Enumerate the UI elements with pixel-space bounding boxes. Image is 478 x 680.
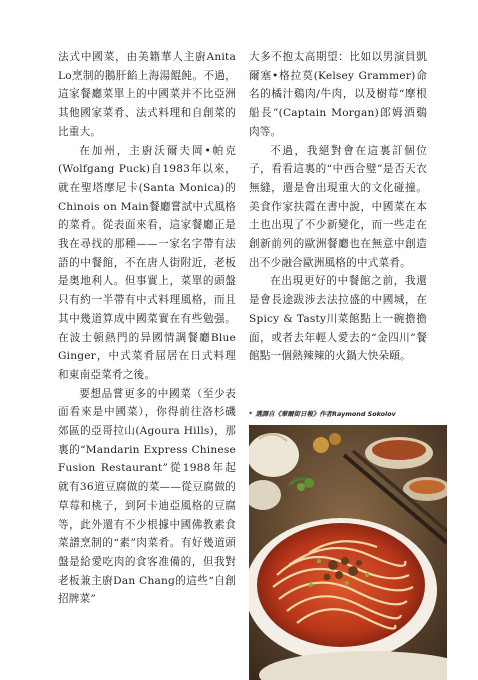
- article-paragraph: 在加州，主廚沃爾夫岡•帕克(Wolfgang Puck)自1983年以來，就在聖塔摩尼卡(Santa Monica)的Chinois on Main餐廳嘗試中式風格的菜肴。從表面來看，這家餐廳正是我在尋找的那種——一家名字帶有法語的中餐館，不在唐人街附近，老板是奥地利人。但事實上，菜單的頭盤只有約一半帶有中式料理風格，而且其中幾道算成中國菜實在有些勉强。在波士頓熱門的异國情調餐廳Blue Ginger，中式菜肴屈居在日式料理和東南亞菜肴之後。: [58, 144, 236, 381]
- article-paragraph: 在出現更好的中餐館之前，我還是會長途跋涉去法拉盛的中國城，在Spicy & Tasty川菜館點上一碗擔擔面，或者去年輕人愛去的“金四川”餐館點一個熱辣辣的火鍋大快朵頤。: [249, 275, 427, 363]
- source-credit: [249, 409, 449, 418]
- article-paragraph: 不過，我絕對會在這裏訂個位子，看看這裏的“中西合璧”是否天衣無縫，還是會出現重大的文化碰撞。美食作家扶霞在書中說，中國菜在本土也出現了不少新變化，而一些走在創新前列的歐洲餐廳也在無意中創造出不少融合歐洲風格的中式菜肴。: [249, 144, 427, 269]
- article-paragraph: 大多不抱太高期望：比如以男演員凱爾塞•格拉莫(Kelsey Grammer)命名的橘汁鷄肉/牛肉，以及樹莓“摩根船長”(Captain Morgan)郎姆酒鷄肉等。: [249, 51, 427, 138]
- noodle-dish-photo: [249, 425, 447, 680]
- food-photo-illustration: [249, 425, 447, 680]
- article-column-left: [58, 48, 236, 609]
- credit-text: 選譯自《華爾街日報》作者Raymond Sokolov: [255, 410, 396, 418]
- article-paragraph: 法式中國菜，由美籍華人主廚Anita Lo烹制的鵝肝餡上海湯餛飩。不過，這家餐廳菜單上的中國菜并不比亞洲其他國家菜肴、法式料理和自創菜的比重大。: [58, 51, 236, 138]
- article-paragraph: 要想品嘗更多的中國菜（至少表面看來是中國菜），你得前往洛杉磯郊區的亞哥拉山(Agoura Hills)，那裏的“Mandarin Express Chinese Fusion Restaurant”從1988年起就有36道豆腐做的菜——從豆腐做的草莓和桃子，到阿卡迪亞風格的豆腐等，此外還有不少根據中國佛教素食菜譜烹制的“素”肉菜肴。有好幾道頭盤是給愛吃肉的食客准備的，但我對老板兼主廚Dan Chang的這些“自創招牌菜”: [58, 387, 236, 606]
- article-column-right: [249, 48, 427, 366]
- credit-mark: *: [249, 410, 253, 418]
- garlic-bulb: [249, 433, 299, 477]
